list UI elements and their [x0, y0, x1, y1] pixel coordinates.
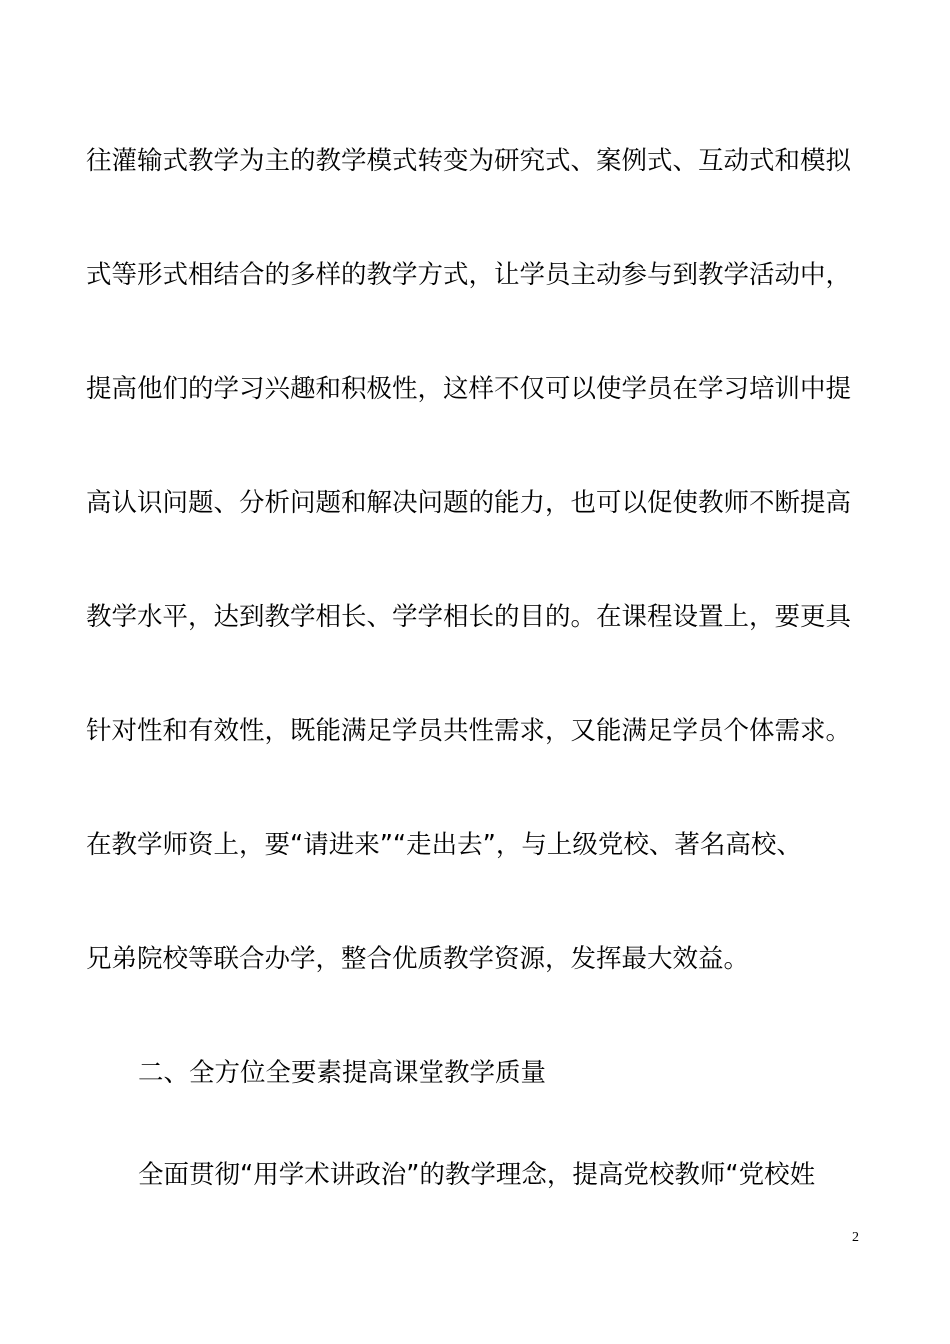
- body-text-line: 提高他们的学习兴趣和积极性，这样不仅可以使学员在学习培训中提: [86, 374, 852, 404]
- body-text-line: 兄弟院校等联合办学，整合优质教学资源，发挥最大效益。: [86, 944, 750, 974]
- body-text-line: 式等形式相结合的多样的教学方式，让学员主动参与到教学活动中，: [86, 260, 852, 290]
- paragraph-first-line: 全面贯彻“用学术讲政治”的教学理念，提高党校教师“党校姓: [138, 1160, 816, 1190]
- body-text-line: 在教学师资上，要“请进来”“走出去”，与上级党校、著名高校、: [86, 830, 802, 860]
- section-heading: 二、全方位全要素提高课堂教学质量: [138, 1058, 547, 1088]
- body-text-line: 针对性和有效性，既能满足学员共性需求，又能满足学员个体需求。: [86, 716, 852, 746]
- body-text-line: 教学水平，达到教学相长、学学相长的目的。在课程设置上，要更具: [86, 602, 852, 632]
- body-text-line: 往灌输式教学为主的教学模式转变为研究式、案例式、互动式和模拟: [86, 146, 852, 176]
- page-number: 2: [852, 1230, 859, 1245]
- body-text-line: 高认识问题、分析问题和解决问题的能力，也可以促使教师不断提高: [86, 488, 852, 518]
